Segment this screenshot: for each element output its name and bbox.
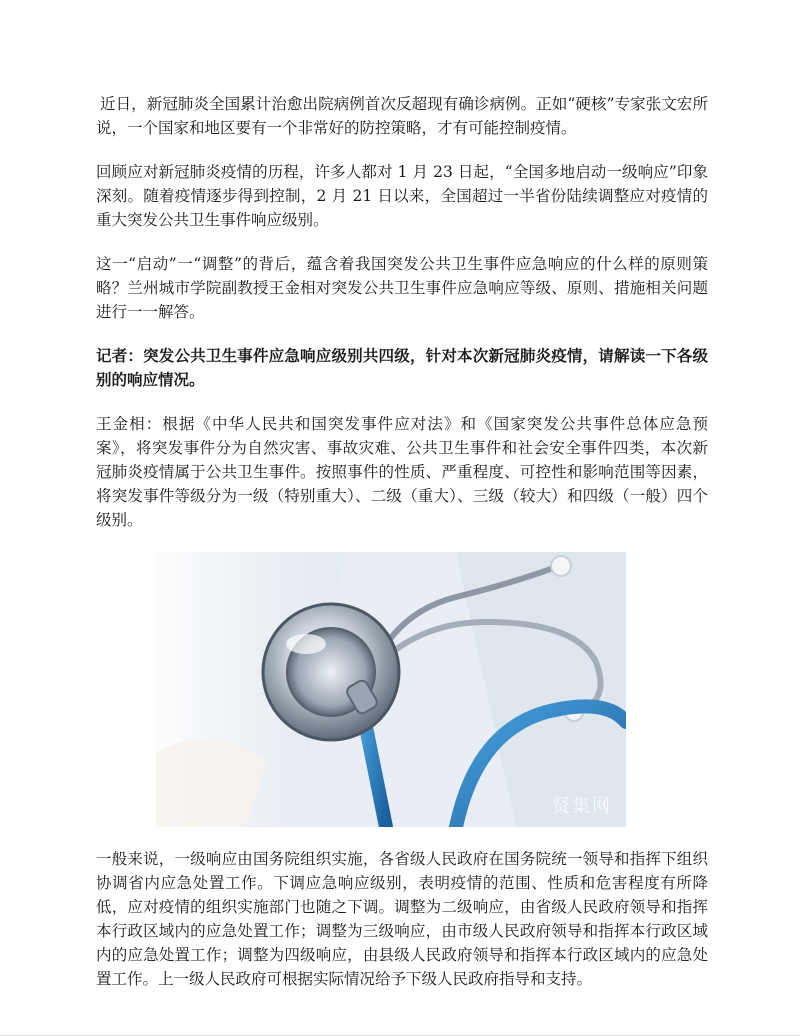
stethoscope-photo <box>156 552 626 827</box>
article-body <box>96 92 708 1011</box>
image-watermark: 贤集网 <box>552 796 612 817</box>
paragraph-response-levels: 一般来说，一级响应由国务院组织实施，各省级人民政府在国务院统一领导和指挥下组织协调省内应急处置工作。下调应急响应级别，表明疫情的范围、性质和危害程度有所降低，应对疫情的组织实施部门也随之下调。调整为二级响应，由省级人民政府领导和指挥本行政区域内的应急处置工作；调整为三级响应，由市级人民政府领导和指挥本行政区域内的应急处置工作；调整为四级响应，由县级人民政府领导和指挥本行政区域内的应急处置工作。上一级人民政府可根据实际情况给予下级人民政府指导和支持。 <box>96 850 708 988</box>
paragraph-intro: 近日，新冠肺炎全国累计治愈出院病例首次反超现有确诊病例。正如“硬核”专家张文宏所说，一个国家和地区要有一个非常好的防控策略，才有可能控制疫情。 <box>96 95 708 137</box>
paragraph-background: 这一“启动”一“调整”的背后，蕴含着我国突发公共卫生事件应急响应的什么样的原则策略？兰州城市学院副教授王金相对突发公共卫生事件应急响应等级、原则、措施相关问题进行一一解答。 <box>96 255 708 321</box>
stethoscope-icon <box>156 552 626 827</box>
reporter-question: 记者：突发公共卫生事件应急响应级别共四级，针对本次新冠肺炎疫情，请解读一下各级别的响应情况。 <box>96 346 708 389</box>
paragraph-review: 回顾应对新冠肺炎疫情的历程，许多人都对 1 月 23 日起，“全国多地启动一级响应”印象深刻。随着疫情逐步得到控制，2 月 21 日以来，全国超过一半省份陆续调整应对疫情的重大突发公共卫生事件响应级别。 <box>96 163 708 229</box>
paragraph-answer: 王金相：根据《中华人民共和国突发事件应对法》和《国家突发公共事件总体应急预案》，将突发事件分为自然灾害、事故灾难、公共卫生事件和社会安全事件四类，本次新冠肺炎疫情属于公共卫生事件。按照事件的性质、严重程度、可控性和影响范围等因素，将突发事件等级分为一级（特别重大）、二级（重大）、三级（较大）和四级（一般）四个级别。 <box>96 415 708 529</box>
